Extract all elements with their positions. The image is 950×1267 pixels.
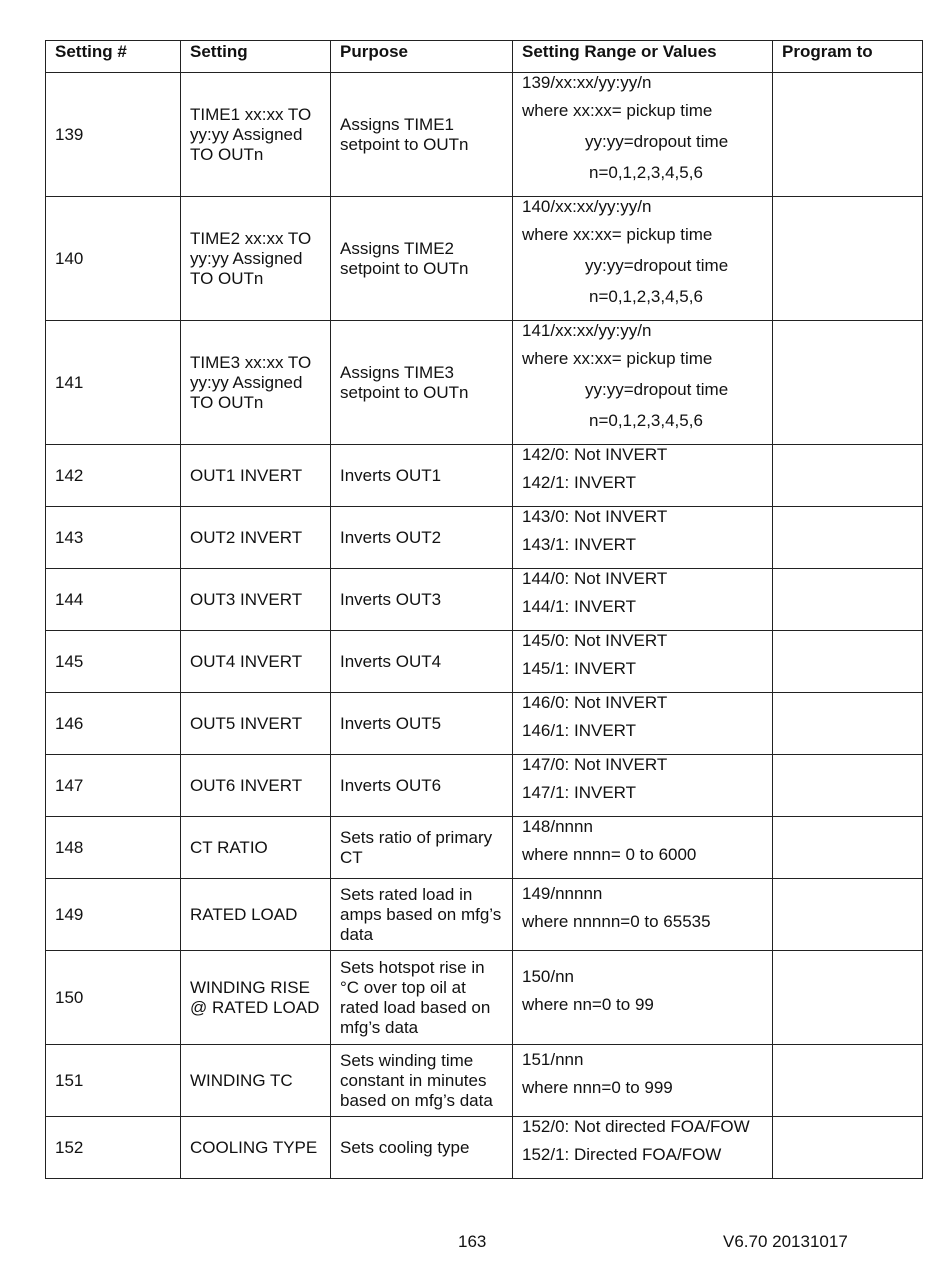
range-cell [513, 1045, 773, 1117]
purpose-cell: Sets winding time constant in minutes based on mfg’s data [331, 1045, 513, 1117]
setting-number-cell: 144 [46, 569, 181, 631]
program-to-cell [773, 951, 923, 1045]
table-row [46, 1045, 923, 1117]
setting-name-cell: OUT5 INVERT [181, 693, 331, 755]
table-row [46, 1117, 923, 1179]
range-line: n=0,1,2,3,4,5,6 [589, 163, 703, 182]
program-to-cell [773, 879, 923, 951]
range-line: 142/0: Not INVERT [522, 445, 668, 464]
program-to-cell [773, 755, 923, 817]
setting-number-cell: 142 [46, 445, 181, 507]
range-line: 143/0: Not INVERT [522, 507, 668, 526]
header-program-to: Program to [773, 41, 923, 73]
header-purpose: Purpose [331, 41, 513, 73]
range-line: 150/nn [522, 967, 574, 986]
setting-name-cell: RATED LOAD [181, 879, 331, 951]
range-line: where xx:xx= pickup time [522, 225, 713, 244]
version-label: V6.70 20131017 [723, 1232, 848, 1251]
range-line: where xx:xx= pickup time [522, 101, 713, 120]
table-row [46, 321, 923, 445]
range-cell [513, 569, 773, 631]
setting-name-cell: CT RATIO [181, 817, 331, 879]
table-row [46, 445, 923, 507]
range-cell [513, 197, 773, 321]
purpose-cell: Inverts OUT4 [331, 631, 513, 693]
purpose-cell: Sets cooling type [331, 1117, 513, 1179]
purpose-cell: Inverts OUT2 [331, 507, 513, 569]
table-row [46, 817, 923, 879]
purpose-cell: Inverts OUT6 [331, 755, 513, 817]
setting-number-cell: 148 [46, 817, 181, 879]
table-row [46, 631, 923, 693]
table-row [46, 73, 923, 197]
range-line: n=0,1,2,3,4,5,6 [589, 287, 703, 306]
setting-number-cell: 140 [46, 197, 181, 321]
purpose-cell: Assigns TIME3 setpoint to OUTn [331, 321, 513, 445]
range-line: 143/1: INVERT [522, 535, 637, 554]
setting-name-cell: TIME3 xx:xx TO yy:yy Assigned TO OUTn [181, 321, 331, 445]
range-line: 144/1: INVERT [522, 597, 637, 616]
range-cell [513, 1117, 773, 1179]
range-cell [513, 507, 773, 569]
program-to-cell [773, 73, 923, 197]
table-row [46, 879, 923, 951]
range-line: 152/0: Not directed FOA/FOW [522, 1117, 750, 1136]
setting-name-cell: OUT3 INVERT [181, 569, 331, 631]
range-cell [513, 321, 773, 445]
page-number: 163 [458, 1232, 487, 1251]
range-line: yy:yy=dropout time [585, 132, 729, 151]
range-line: where nnnnn=0 to 65535 [522, 912, 711, 931]
purpose-cell: Inverts OUT1 [331, 445, 513, 507]
range-line: 145/1: INVERT [522, 659, 637, 678]
setting-number-cell: 139 [46, 73, 181, 197]
range-cell [513, 879, 773, 951]
setting-number-cell: 152 [46, 1117, 181, 1179]
purpose-cell: Assigns TIME2 setpoint to OUTn [331, 197, 513, 321]
setting-number-cell: 146 [46, 693, 181, 755]
program-to-cell [773, 569, 923, 631]
header-setting-number: Setting # [46, 41, 181, 73]
table-row [46, 693, 923, 755]
setting-number-cell: 150 [46, 951, 181, 1045]
range-cell [513, 755, 773, 817]
range-line: 149/nnnnn [522, 884, 603, 903]
program-to-cell [773, 321, 923, 445]
setting-number-cell: 141 [46, 321, 181, 445]
range-line: n=0,1,2,3,4,5,6 [589, 411, 703, 430]
setting-name-cell: OUT4 INVERT [181, 631, 331, 693]
range-line: 151/nnn [522, 1050, 584, 1069]
table-row [46, 755, 923, 817]
range-line: 152/1: Directed FOA/FOW [522, 1145, 722, 1164]
range-cell [513, 445, 773, 507]
range-line: yy:yy=dropout time [585, 380, 729, 399]
program-to-cell [773, 507, 923, 569]
range-line: yy:yy=dropout time [585, 256, 729, 275]
setting-name-cell: OUT1 INVERT [181, 445, 331, 507]
setting-name-cell: TIME2 xx:xx TO yy:yy Assigned TO OUTn [181, 197, 331, 321]
range-line: 144/0: Not INVERT [522, 569, 668, 588]
program-to-cell [773, 1045, 923, 1117]
setting-name-cell: WINDING TC [181, 1045, 331, 1117]
setting-number-cell: 143 [46, 507, 181, 569]
program-to-cell [773, 817, 923, 879]
table-row [46, 507, 923, 569]
header-range: Setting Range or Values [513, 41, 773, 73]
purpose-cell: Sets rated load in amps based on mfg’s data [331, 879, 513, 951]
range-line: 146/0: Not INVERT [522, 693, 668, 712]
range-line: 146/1: INVERT [522, 721, 637, 740]
program-to-cell [773, 1117, 923, 1179]
table-row [46, 951, 923, 1045]
range-line: where nnnn= 0 to 6000 [522, 845, 697, 864]
range-line: where nnn=0 to 999 [522, 1078, 673, 1097]
setting-number-cell: 149 [46, 879, 181, 951]
range-line: 141/xx:xx/yy:yy/n [522, 321, 652, 340]
range-cell [513, 951, 773, 1045]
range-line: 139/xx:xx/yy:yy/n [522, 73, 652, 92]
setting-name-cell: WINDING RISE @ RATED LOAD [181, 951, 331, 1045]
range-line: 147/0: Not INVERT [522, 755, 668, 774]
setting-name-cell: OUT2 INVERT [181, 507, 331, 569]
range-cell [513, 631, 773, 693]
setting-number-cell: 147 [46, 755, 181, 817]
range-line: 145/0: Not INVERT [522, 631, 668, 650]
settings-table [45, 40, 923, 1179]
range-line: 142/1: INVERT [522, 473, 637, 492]
setting-number-cell: 151 [46, 1045, 181, 1117]
program-to-cell [773, 693, 923, 755]
header-setting: Setting [181, 41, 331, 73]
table-row [46, 197, 923, 321]
program-to-cell [773, 445, 923, 507]
range-line: 147/1: INVERT [522, 783, 637, 802]
setting-name-cell: COOLING TYPE [181, 1117, 331, 1179]
range-cell [513, 73, 773, 197]
table-row [46, 569, 923, 631]
program-to-cell [773, 197, 923, 321]
range-line: 148/nnnn [522, 817, 593, 836]
purpose-cell: Inverts OUT5 [331, 693, 513, 755]
purpose-cell: Sets ratio of primary CT [331, 817, 513, 879]
purpose-cell: Inverts OUT3 [331, 569, 513, 631]
range-cell [513, 817, 773, 879]
range-line: where xx:xx= pickup time [522, 349, 713, 368]
range-cell [513, 693, 773, 755]
purpose-cell: Assigns TIME1 setpoint to OUTn [331, 73, 513, 197]
setting-number-cell: 145 [46, 631, 181, 693]
setting-name-cell: OUT6 INVERT [181, 755, 331, 817]
table-header-row [46, 41, 923, 73]
program-to-cell [773, 631, 923, 693]
range-line: 140/xx:xx/yy:yy/n [522, 197, 652, 216]
setting-name-cell: TIME1 xx:xx TO yy:yy Assigned TO OUTn [181, 73, 331, 197]
range-line: where nn=0 to 99 [522, 995, 654, 1014]
purpose-cell: Sets hotspot rise in °C over top oil at rated load based on mfg’s data [331, 951, 513, 1045]
